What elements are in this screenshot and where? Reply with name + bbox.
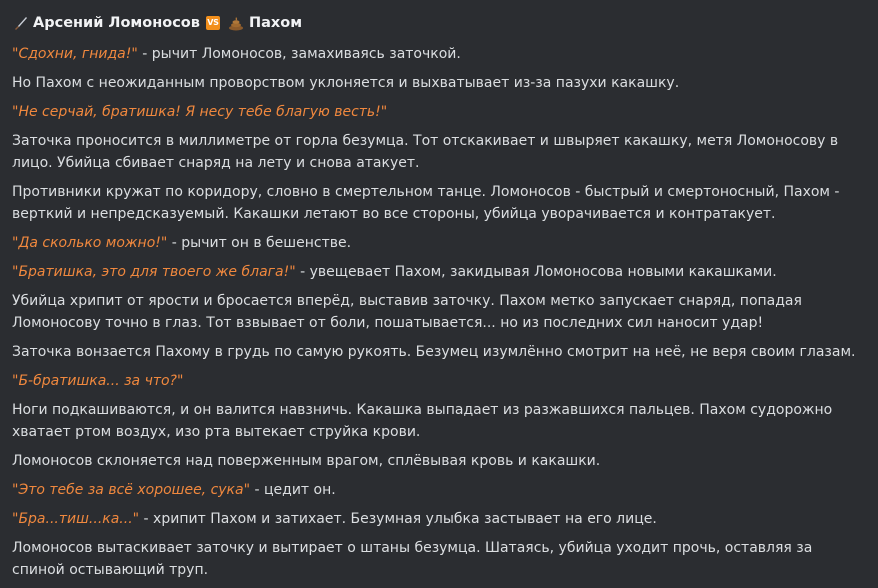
narration-text: Заточка проносится в миллиметре от горла безумца. Тот отскакивает и швыряет какашку, метя Ломоносову в лицо. Убийца сбивает снаряд на лету и снова атакует.: [12, 133, 839, 171]
story-paragraph: [12, 290, 864, 334]
narration-text: Убийца хрипит от ярости и бросается вперёд, выставив заточку. Пахом метко запускает снаряд, попадая Ломоносову точно в глаз. Тот взвывает от боли, пошатывается... но из последних сил наносит удар!: [12, 293, 802, 331]
narration-text: Ломоносов склоняется над поверженным врагом, сплёвывая кровь и какашки.: [12, 453, 601, 469]
narration-text: - хрипит Пахом и затихает. Безумная улыбка застывает на его лице.: [139, 511, 657, 527]
story-paragraph: [12, 130, 864, 174]
vs-button-icon: VS: [206, 16, 220, 30]
story-paragraph: [12, 181, 864, 225]
fight-header: [12, 12, 864, 34]
narration-text: - рычит он в бешенстве.: [167, 235, 352, 251]
narration-text: - цедит он.: [250, 482, 336, 498]
story-paragraph: [12, 72, 864, 94]
story-paragraph: [12, 101, 864, 123]
story-paragraph: [12, 370, 864, 392]
knife-icon: [12, 15, 28, 31]
narration-text: Заточка вонзается Пахому в грудь по самую рукоять. Безумец изумлённо смотрит на неё, не веря своим глазам.: [12, 344, 856, 360]
story-paragraph: [12, 508, 864, 530]
narration-text: Ноги подкашиваются, и он валится навзничь. Какашка выпадает из разжавшихся пальцев. Пахом судорожно хватает ртом воздух, изо рта вытекает струйка крови.: [12, 402, 833, 440]
story-paragraph: [12, 43, 864, 65]
story-paragraph: [12, 537, 864, 581]
story-text: [12, 43, 864, 581]
dialogue-quote: "Бра...тиш...ка...": [12, 511, 140, 527]
narration-text: Противники кружат по коридору, словно в смертельном танце. Ломоносов - быстрый и смертоносный, Пахом - верткий и непредсказуемый. Какашки летают во все стороны, убийца уворачивается и контратакует.: [12, 184, 840, 222]
narration-text: Но Пахом с неожиданным проворством уклоняется и выхватывает из-за пазухи какашку.: [12, 75, 680, 91]
story-paragraph: [12, 232, 864, 254]
dialogue-quote: "Сдохни, гнида!": [12, 46, 138, 62]
dialogue-quote: "Не серчай, братишка! Я несу тебе благую весть!": [12, 104, 388, 120]
dialogue-quote: "Это тебе за всё хорошее, сука": [12, 482, 251, 498]
story-paragraph: [12, 450, 864, 472]
dialogue-quote: "Б-братишка... за что?": [12, 373, 184, 389]
story-paragraph: [12, 341, 864, 363]
fighter2-name: Пахом: [248, 15, 303, 31]
poop-icon: [228, 15, 244, 31]
message-content: [12, 12, 864, 588]
story-paragraph: [12, 399, 864, 443]
narration-text: Ломоносов вытаскивает заточку и вытирает о штаны безумца. Шатаясь, убийца уходит прочь, оставляя за спиной остывающий труп.: [12, 540, 813, 578]
dialogue-quote: "Да сколько можно!": [12, 235, 168, 251]
story-paragraph: [12, 261, 864, 283]
narration-text: - рычит Ломоносов, замахиваясь заточкой.: [137, 46, 461, 62]
dialogue-quote: "Братишка, это для твоего же блага!": [12, 264, 296, 280]
narration-text: - увещевает Пахом, закидывая Ломоносова новыми какашками.: [295, 264, 777, 280]
story-paragraph: [12, 479, 864, 501]
fighter1-name: Арсений Ломоносов: [33, 15, 200, 31]
